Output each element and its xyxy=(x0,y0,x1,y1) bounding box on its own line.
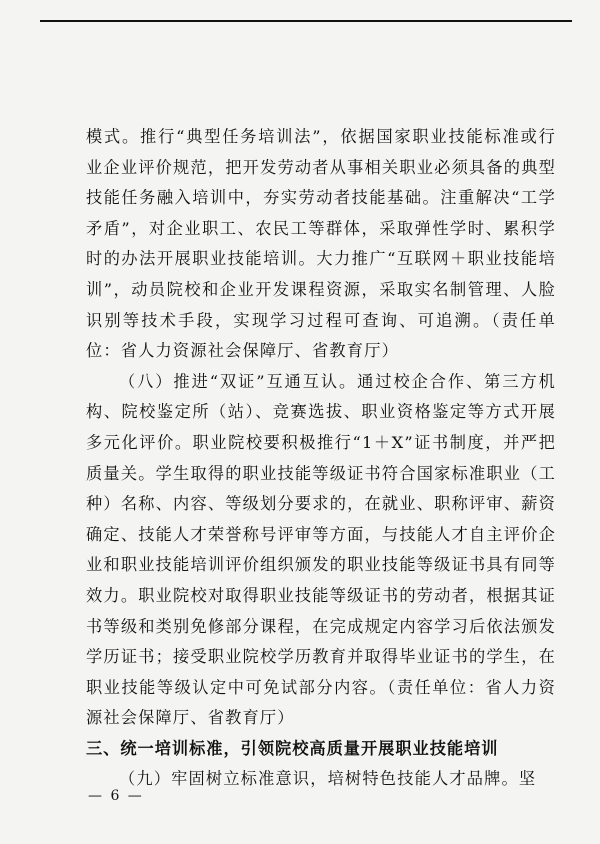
header-rule xyxy=(40,20,572,22)
paragraph-item-8: （八）推进“双证”互通互认。通过校企合作、第三方机构、院校鉴定所（站）、竞赛选拔、职业资格鉴定等方式开展多元化评价。职业院校要积极推行“1＋X”证书制度，并严把质量关。学生取得的职业技能等级证书符合国家标准职业（工种）名称、内容、等级划分要求的，在就业、职称评审、薪资确定、技能人才荣誉称号评审等方面，与技能人才自主评价企业和职业技能培训评价组织颁发的职业技能等级证书具有同等效力。职业院校对取得职业技能等级证书的劳动者，根据其证书等级和类别免修部分课程，在完成规定内容学习后依法颁发学历证书；接受职业院校学历教育并取得毕业证书的学生，在职业技能等级认定中可免试部分内容。（责任单位：省人力资源社会保障厅、省教育厅） xyxy=(86,371,556,728)
section-heading-3: 三、统一培训标准，引领院校高质量开展职业技能培训 xyxy=(86,738,499,758)
page-number: — 6 — xyxy=(88,788,144,804)
paragraph-item-9: （九）牢固树立标准意识，培树特色技能人才品牌。坚 xyxy=(119,769,537,789)
paragraph-continuation: 模式。推行“典型任务培训法”，依据国家职业技能标准或行业企业评价规范，把开发劳动者从事相关职业必须具备的典型技能任务融入培训中，夯实劳动者技能基础。注重解决“工学矛盾”，对企业职工、农民工等群体，采取弹性学时、累积学时的办法开展职业技能培训。大力推广“互联网＋职业技能培训”，动员院校和企业开发课程资源，采取实名制管理、人脸识别等技术手段，实现学习过程可查询、可追溯。（责任单位：省人力资源社会保障厅、省教育厅） xyxy=(86,127,556,361)
document-body xyxy=(86,122,556,795)
